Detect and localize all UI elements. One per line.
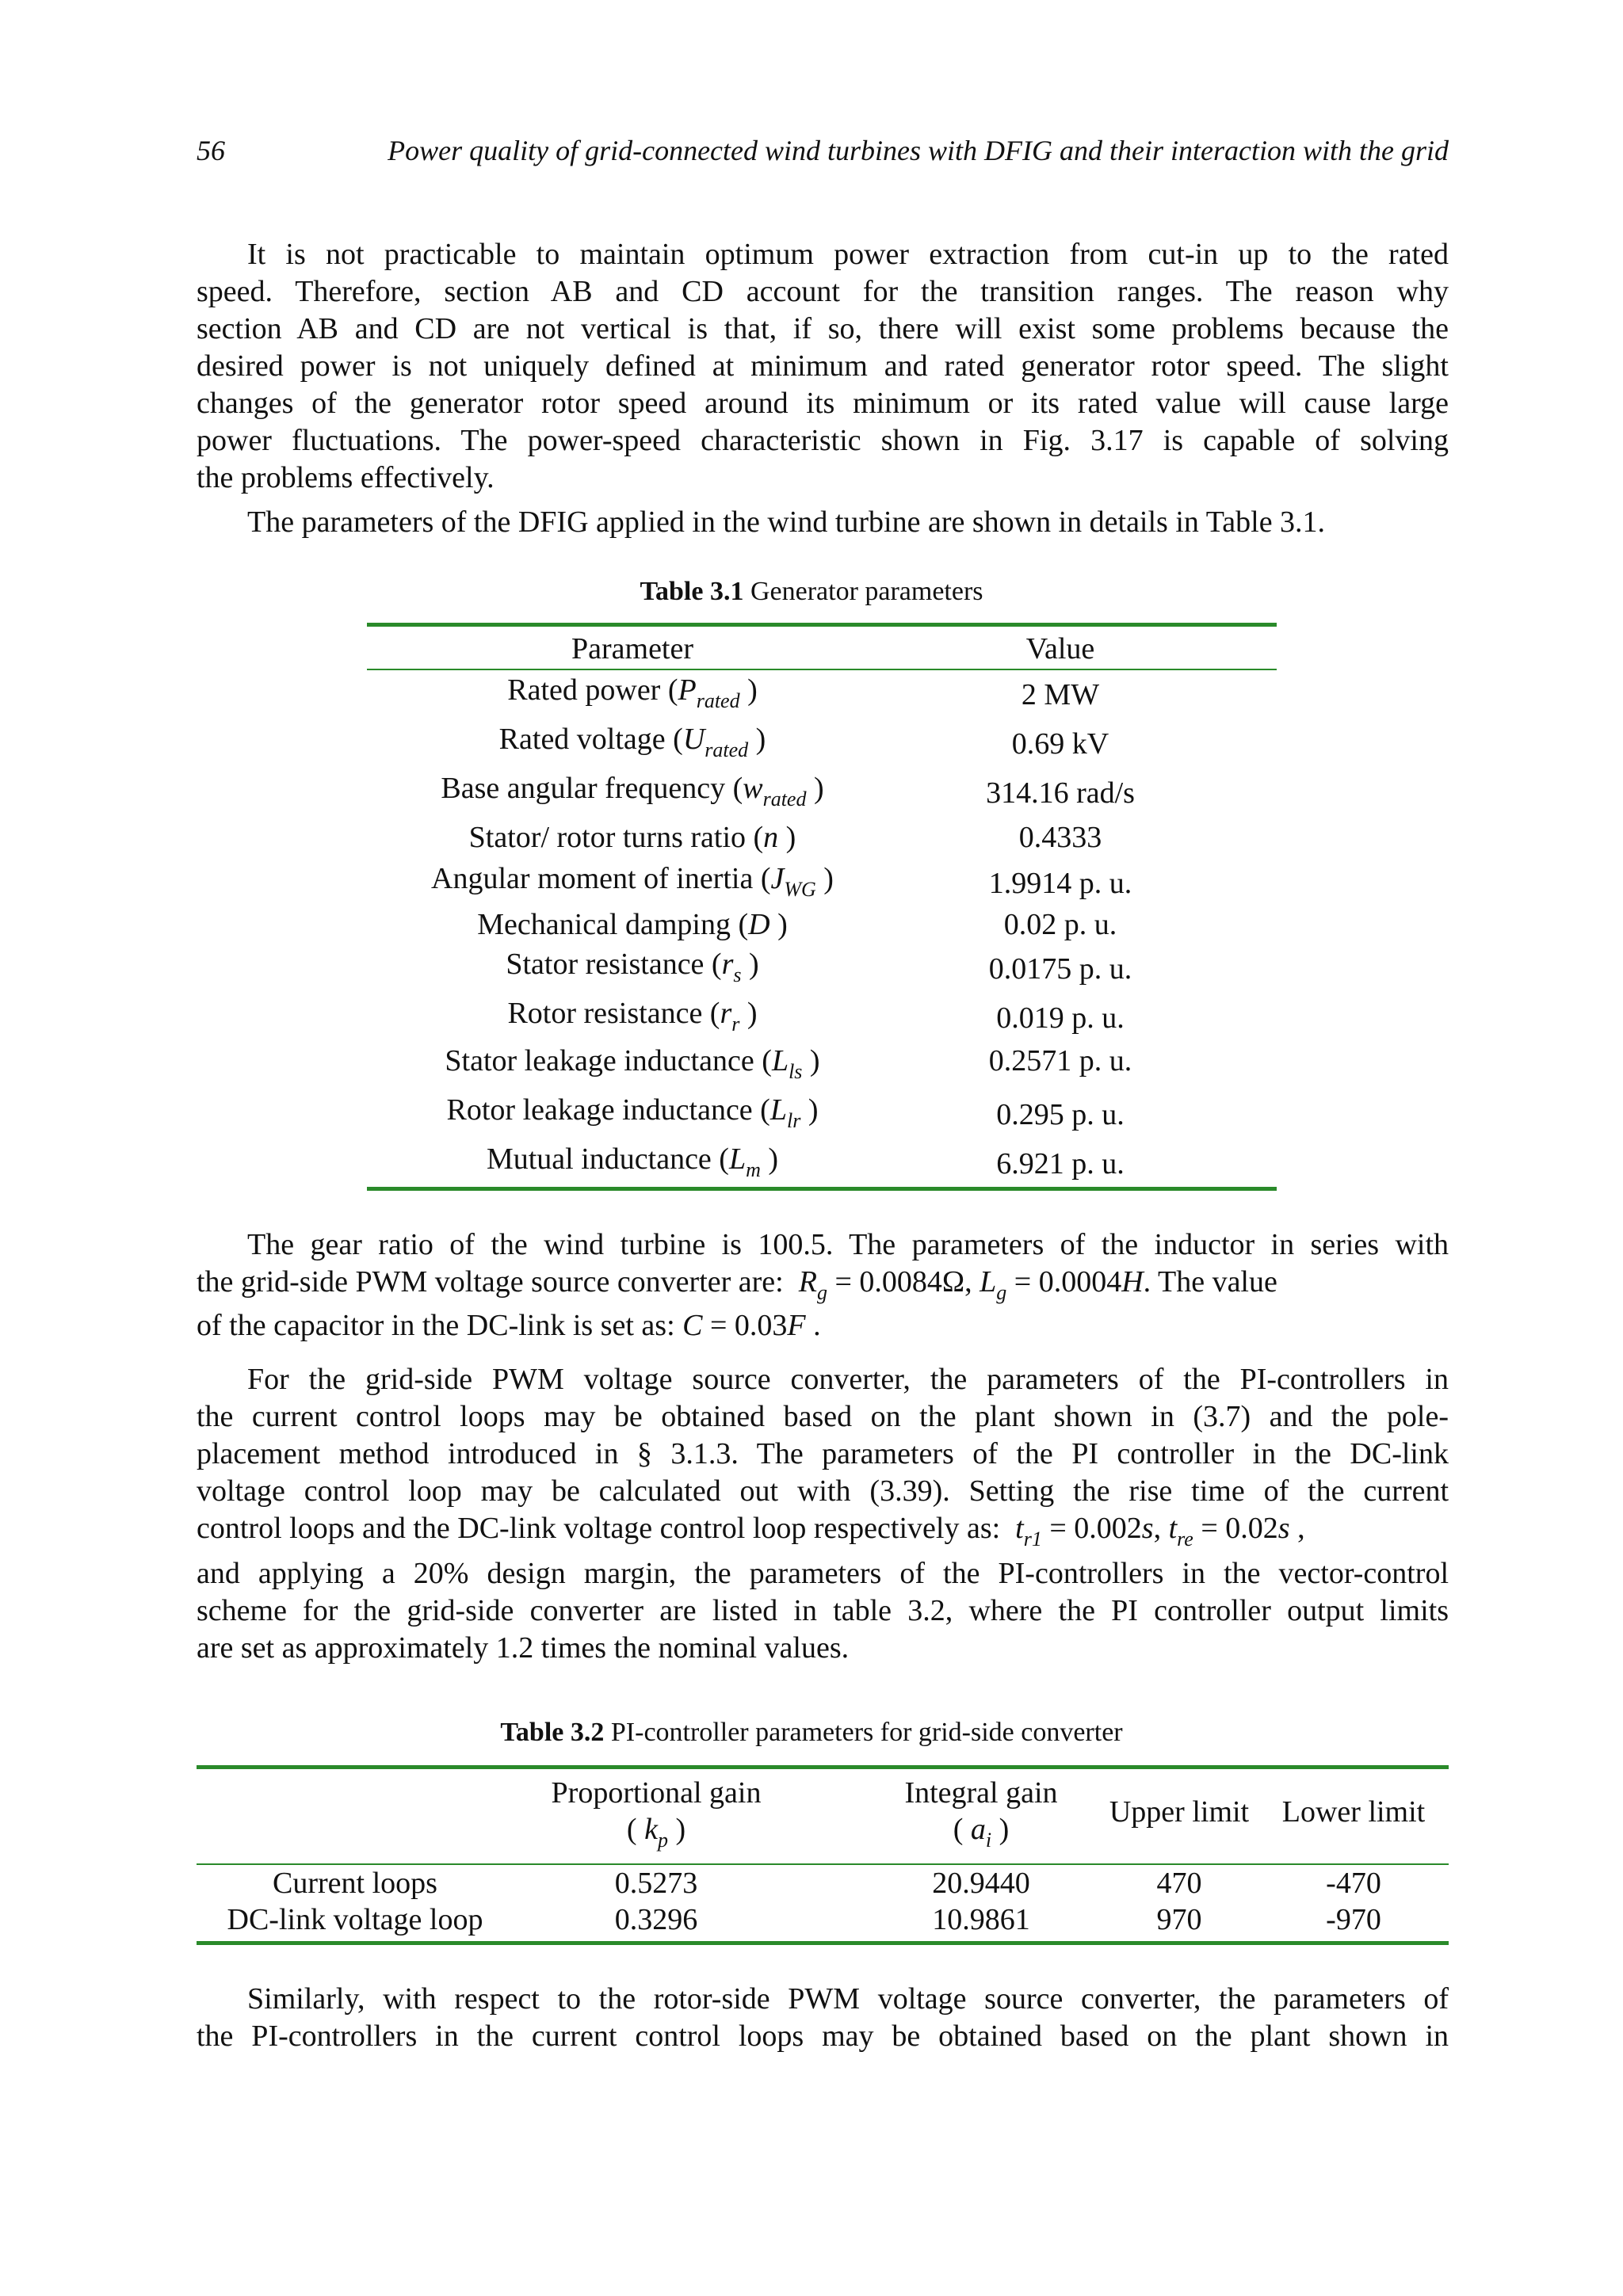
- ai-cell: 10.9861: [932, 1903, 1030, 1936]
- table-1-title: Generator parameters: [743, 577, 983, 606]
- parameter-cell: Rated voltage ($U_{rated}$ ): [498, 723, 766, 761]
- value-cell: 0.02 p. u.: [1003, 908, 1117, 941]
- text-line: speed. Therefore, section AB and CD account for the transition ranges. The reason why: [197, 275, 1449, 308]
- table-row: [367, 672, 1277, 716]
- parameter-cell: Mutual inductance ($L_m$ ): [486, 1142, 779, 1181]
- text-line: It is not practicable to maintain optimum power extraction from cut-in up to the rated: [247, 238, 1449, 271]
- value-cell: 1.9914 p. u.: [988, 867, 1132, 900]
- table-row: [367, 819, 1277, 864]
- table-1-label: Table 3.1: [640, 577, 744, 606]
- table-row: [367, 860, 1277, 905]
- table-bottom-rule: [367, 1187, 1277, 1191]
- parameter-cell: Mechanical damping (D ): [477, 908, 788, 941]
- text-line: the PI-controllers in the current control loops may be obtained based on the plant shown in: [197, 2019, 1449, 2053]
- table-2-label: Table 3.2: [500, 1718, 605, 1747]
- paragraph-5: [197, 1981, 1449, 2055]
- paragraph-1: [197, 236, 1449, 497]
- parameter-cell: Rotor resistance ($r_r$ ): [507, 997, 758, 1035]
- value-cell: 6.921 p. u.: [996, 1147, 1125, 1180]
- value-cell: 0.0175 p. u.: [988, 952, 1132, 986]
- text-line: control loops and the DC-link voltage control loop respectively as: $t_{r1} = 0.002s$, $t_{re} = 0.02s$ ,: [197, 1512, 1305, 1550]
- parameter-cell: Angular moment of inertia ($J_{WG}$ ): [431, 862, 834, 901]
- parameter-cell: Base angular frequency ($w_{rated}$ ): [441, 772, 824, 810]
- lower-limit-cell: -470: [1326, 1867, 1381, 1900]
- text-line: the problems effectively.: [197, 461, 495, 494]
- parameter-cell: Stator resistance ($r_s$ ): [506, 948, 759, 986]
- table-row: [367, 906, 1277, 951]
- lower-limit-cell: -970: [1326, 1903, 1381, 1936]
- text-line: are set as approximately 1.2 times the nominal values.: [197, 1631, 850, 1665]
- row-label: Current loops: [273, 1867, 437, 1900]
- text-line: of the capacitor in the DC-link is set as: C = 0.03F .: [197, 1309, 821, 1342]
- value-cell: 2 MW: [1021, 678, 1100, 711]
- text-line: Similarly, with respect to the rotor-side PWM voltage source converter, the parameters of: [247, 1982, 1449, 2016]
- column-header-lower-limit: Lower limit: [1281, 1795, 1426, 1829]
- table-row: [367, 946, 1277, 990]
- table-row: [367, 1141, 1277, 1185]
- kp-cell: 0.3296: [614, 1903, 698, 1936]
- column-header-integral-gain: Integral gain ( $a_i$ ): [904, 1776, 1058, 1852]
- text-line: The parameters of the DFIG applied in the wind turbine are shown in details in Table 3.1.: [247, 505, 1326, 539]
- column-header-proportional-gain: Proportional gain ( $k_p$ ): [551, 1776, 762, 1852]
- parameter-cell: Stator/ rotor turns ratio (n ): [468, 821, 796, 854]
- table-1-caption: [0, 576, 1623, 608]
- ai-cell: 20.9440: [932, 1867, 1030, 1900]
- text-line: section AB and CD are not vertical is that, if so, there will exist some problems because the: [197, 312, 1449, 345]
- column-header-value: Value: [1025, 632, 1095, 666]
- upper-limit-cell: 970: [1156, 1903, 1202, 1936]
- text-line: the current control loops may be obtained based on the plant shown in (3.7) and the pole-: [197, 1400, 1449, 1433]
- value-cell: 314.16 rad/s: [986, 776, 1135, 810]
- page-number: 56: [197, 135, 225, 166]
- paragraph-2: [197, 504, 1449, 541]
- value-cell: 0.69 kV: [1011, 727, 1109, 761]
- table-row: [367, 721, 1277, 765]
- value-cell: 0.2571 p. u.: [988, 1044, 1132, 1077]
- value-cell: 0.019 p. u.: [996, 1001, 1125, 1035]
- row-label: DC-link voltage loop: [227, 1903, 483, 1936]
- table-header-rule: [367, 669, 1277, 670]
- text-line: desired power is not uniquely defined at minimum and rated generator rotor speed. The slight: [197, 349, 1449, 383]
- paragraph-4: [197, 1361, 1449, 1667]
- table-bottom-rule: [197, 1941, 1449, 1945]
- text-line: voltage control loop may be calculated out with (3.39). Setting the rise time of the current: [197, 1474, 1449, 1508]
- table-row: [367, 1043, 1277, 1087]
- upper-limit-cell: 470: [1156, 1867, 1202, 1900]
- text-line: For the grid-side PWM voltage source converter, the parameters of the PI-controllers in: [247, 1363, 1449, 1396]
- table-2-title: PI-controller parameters for grid-side converter: [604, 1718, 1123, 1747]
- parameter-cell: Stator leakage inductance ($L_{ls}$ ): [445, 1044, 820, 1083]
- table-2-caption: [0, 1717, 1623, 1749]
- value-cell: 0.4333: [1018, 821, 1102, 854]
- table-row: [367, 770, 1277, 814]
- parameter-cell: Rotor leakage inductance ($L_{lr}$ ): [446, 1093, 819, 1132]
- text-line: The gear ratio of the wind turbine is 100.5. The parameters of the inductor in series with: [247, 1228, 1449, 1261]
- text-line: and applying a 20% design margin, the parameters of the PI-controllers in the vector-control: [197, 1557, 1449, 1590]
- parameter-cell: Rated power ($P_{rated}$ ): [507, 673, 758, 712]
- paragraph-3: [197, 1226, 1449, 1344]
- table-row: [367, 1092, 1277, 1136]
- kp-cell: 0.5273: [614, 1867, 698, 1900]
- text-line: changes of the generator rotor speed around its minimum or its rated value will cause large: [197, 387, 1449, 420]
- column-header-upper-limit: Upper limit: [1109, 1795, 1250, 1829]
- text-line: placement method introduced in § 3.1.3. The parameters of the PI controller in the DC-link: [197, 1437, 1449, 1470]
- running-title: Power quality of grid-connected wind turbines with DFIG and their interaction with the grid: [388, 135, 1449, 166]
- text-line: power fluctuations. The power-speed characteristic shown in Fig. 3.17 is capable of solving: [197, 424, 1449, 457]
- column-header-parameter: Parameter: [571, 632, 694, 666]
- table-row: [367, 995, 1277, 1039]
- value-cell: 0.295 p. u.: [996, 1098, 1125, 1131]
- table-top-rule: [367, 623, 1277, 627]
- table-top-rule: [197, 1765, 1449, 1769]
- text-line: scheme for the grid-side converter are listed in table 3.2, where the PI controller output limits: [197, 1594, 1449, 1627]
- text-line: the grid-side PWM voltage source converter are: $R_g = 0.0084\Omega$, $L_g = 0.0004H$. The value: [197, 1265, 1277, 1304]
